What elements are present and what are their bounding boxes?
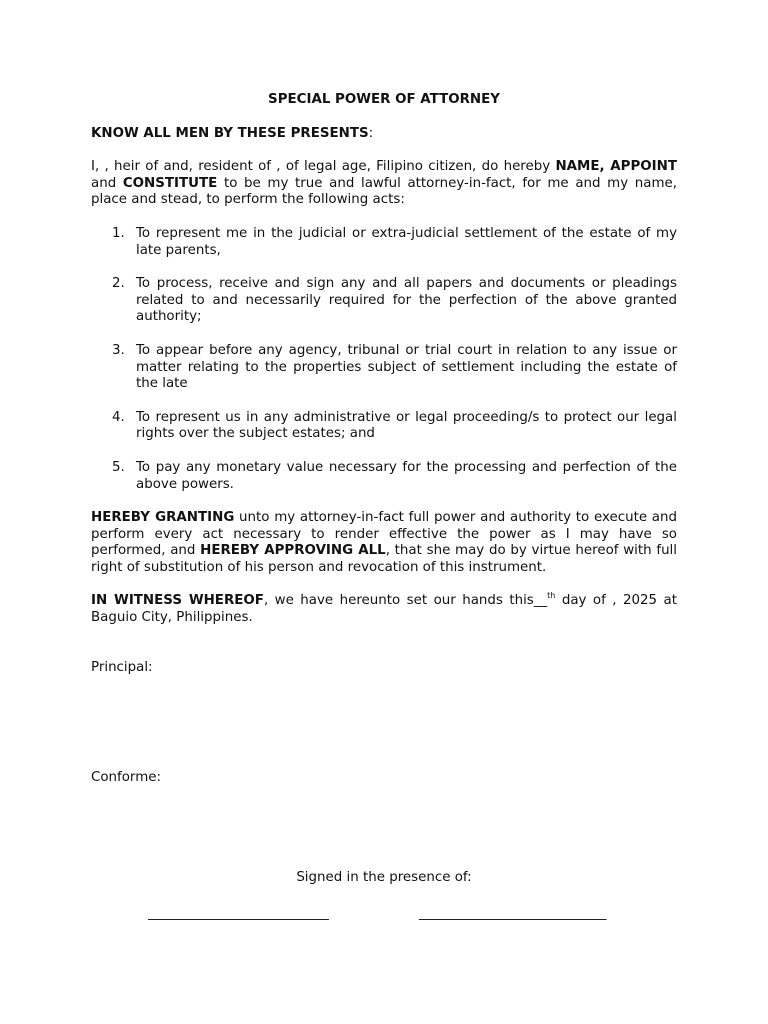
opening-text-3: to be my true and lawful attorney-in-fact, for me and my name, place and stead, to perform the following acts: — [91, 175, 678, 208]
granting-bold-1: HEREBY GRANTING — [91, 510, 235, 526]
signature-line-left: ___________________________ — [148, 906, 329, 921]
presence-label: Signed in the presence of: — [296, 870, 472, 885]
granting-text-1: unto my attorney-in-fact full power and authority to execute and perform every act necessary to render effective the power as I may have so performed, and — [91, 510, 677, 559]
ordinal-suffix: th — [547, 591, 556, 601]
opening-paragraph — [91, 159, 677, 209]
list-item-number: 3. — [112, 342, 125, 358]
opening-text-1: I, , heir of and, resident of , of legal age, Filipino citizen, do hereby — [91, 159, 556, 175]
intro-bold: KNOW ALL MEN BY THESE PRESENTS — [91, 125, 369, 141]
list-item-text: To process, receive and sign any and all papers and documents or pleadings related to and necessarily required for the perfection of the above granted authority; — [136, 276, 677, 325]
witness-paragraph — [91, 593, 677, 626]
list-item — [91, 410, 677, 443]
list-item-number: 2. — [112, 276, 125, 292]
document-title: SPECIAL POWER OF ATTORNEY — [268, 92, 500, 107]
opening-text-2: and — [91, 175, 123, 191]
acts-list — [91, 226, 677, 493]
list-item-number: 1. — [112, 225, 125, 241]
principal-label: Principal: — [91, 659, 153, 675]
list-item-text: To pay any monetary value necessary for the processing and perfection of the above powers. — [136, 459, 677, 492]
list-item — [91, 276, 677, 326]
list-item-text: To represent us in any administrative or legal proceeding/s to protect our legal rights over the subject estates; and — [136, 409, 677, 442]
witness-text-2: day of , 2025 at Baguio City, Philippines. — [91, 593, 677, 626]
list-item-number: 4. — [112, 409, 125, 425]
list-item — [91, 460, 677, 493]
witness-text-1: , we have hereunto set our hands this__ — [263, 593, 548, 609]
list-item — [91, 226, 677, 259]
conforme-label: Conforme: — [91, 770, 161, 785]
opening-bold-2: CONSTITUTE — [122, 175, 218, 191]
list-item — [91, 343, 677, 393]
signature-line-right: ____________________________ — [419, 906, 607, 921]
list-item-number: 5. — [112, 459, 125, 475]
granting-text-2: , that she may do by virtue hereof with full right of substitution of his person and revocation of this instrument. — [91, 543, 677, 575]
list-item-text: To appear before any agency, tribunal or trial court in relation to any issue or matter relating to the properties subject of settlement including the estate of the late — [136, 342, 677, 392]
granting-bold-2: HEREBY APPROVING ALL — [200, 543, 386, 559]
opening-bold-1: NAME, APPOINT — [555, 159, 677, 175]
granting-paragraph — [91, 510, 677, 576]
witness-bold: IN WITNESS WHEREOF — [91, 593, 264, 609]
intro-paragraph — [91, 126, 677, 143]
list-item-text: To represent me in the judicial or extra-judicial settlement of the estate of my late parents, — [136, 225, 677, 258]
document-body — [91, 92, 677, 676]
intro-rest: : — [368, 125, 374, 141]
